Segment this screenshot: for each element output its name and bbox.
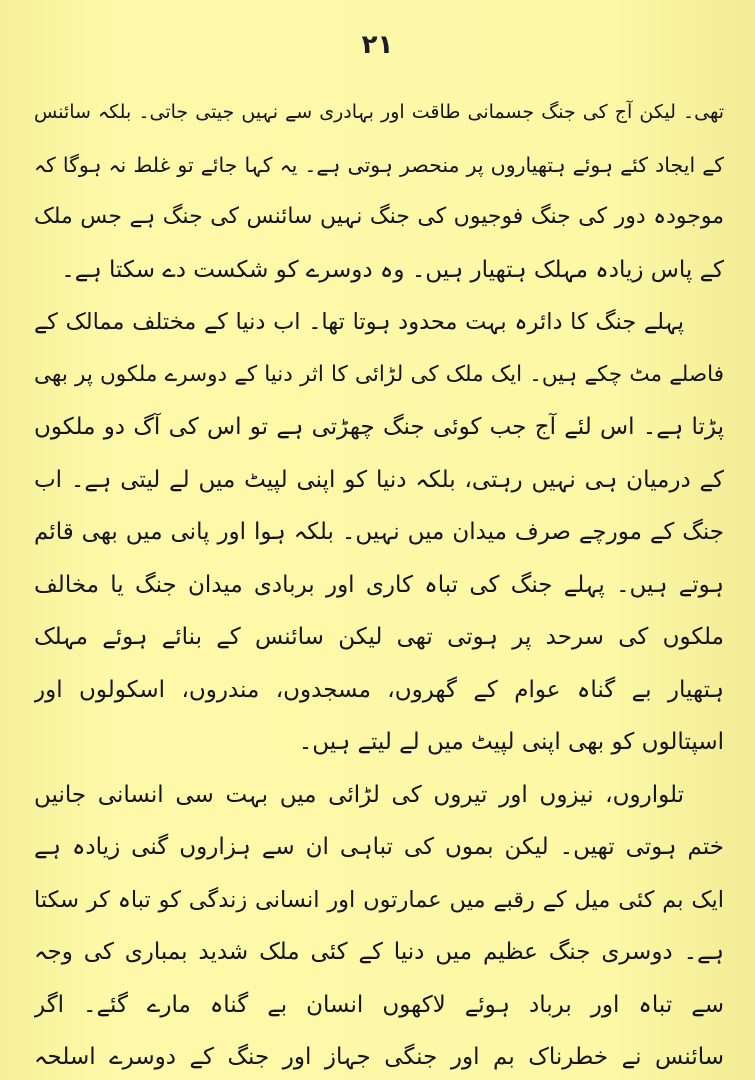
text-line: کے پاس زیادہ مہلک ہتھیار ہیں۔ وہ دوسرے کو شکست دے سکتا ہے۔ <box>61 256 724 283</box>
text-line: اسپتالوں کو بھی اپنی لپیٹ میں لے لیتے ہیں۔ <box>298 729 724 755</box>
text-line: ہے۔ دوسری جنگ عظیم میں دنیا کے کئی ملک شدید بمباری کی وجہ <box>34 939 724 965</box>
text-line: سائنس نے خطرناک بم اور جنگی جہاز اور جنگ کے دوسرے اسلحہ <box>34 1044 724 1070</box>
text-line: ہتھیار بے گناہ عوام کے گھروں، مسجدوں، مندروں، اسکولوں اور <box>34 676 724 703</box>
text-line: پڑتا ہے۔ اس لئے آج جب کوئی جنگ چھڑتی ہے تو اس کی آگ دو ملکوں <box>34 414 724 440</box>
text-line: ہوتے ہیں۔ پہلے جنگ کی تباہ کاری اور بربادی میدان جنگ یا مخالف <box>34 571 724 598</box>
body-text <box>34 86 724 1080</box>
text-line: سے تباہ اور برباد ہوئے لاکھوں انسان بے گناہ مارے گئے۔ اگر <box>34 991 724 1018</box>
paragraph-start-line: تلواروں، نیزوں اور تیروں کی لڑائی میں بہت سی انسانی جانیں <box>34 781 684 808</box>
paragraph-start-line: پہلے جنگ کا دائرہ بہت محدود ہوتا تھا۔ اب دنیا کے مختلف ممالک کے <box>34 309 684 335</box>
text-line: موجودہ دور کی جنگ فوجیوں کی جنگ نہیں سائنس کی جنگ ہے جس ملک <box>34 204 724 229</box>
text-line: ختم ہوتی تھیں۔ لیکن بموں کی تباہی ان سے ہزاروں گنی زیادہ ہے <box>34 834 724 860</box>
text-line: جنگ کے مورچے صرف میدان میں نہیں۔ بلکہ ہوا اور پانی میں بھی قائم <box>34 519 724 545</box>
text-line: کے درمیان ہی نہیں رہتی، بلکہ دنیا کو اپنی لپیٹ میں لے لیتی ہے۔ اب <box>34 466 724 493</box>
text-line: کے ایجاد کئے ہوئے ہتھیاروں پر منحصر ہوتی ہے۔ یہ کہا جائے تو غلط نہ ہوگا کہ <box>34 152 724 177</box>
page-number: ۲۱ <box>361 30 394 60</box>
text-line: تھی۔ لیکن آج کی جنگ جسمانی طاقت اور بہادری سے نہیں جیتی جاتی۔ بلکہ سائنس <box>34 101 724 123</box>
text-line: ملکوں کی سرحد پر ہوتی تھی لیکن سائنس کے بنائے ہوئے مہلک <box>34 624 724 650</box>
text-line: ایک بم کئی میل کے رقبے میں عمارتوں اور انسانی زندگی کو تباہ کر سکتا <box>34 886 724 913</box>
text-line: فاصلے مٹ چکے ہیں۔ ایک ملک کی لڑائی کا اثر دنیا کے دوسرے ملکوں پر بھی <box>34 361 724 387</box>
